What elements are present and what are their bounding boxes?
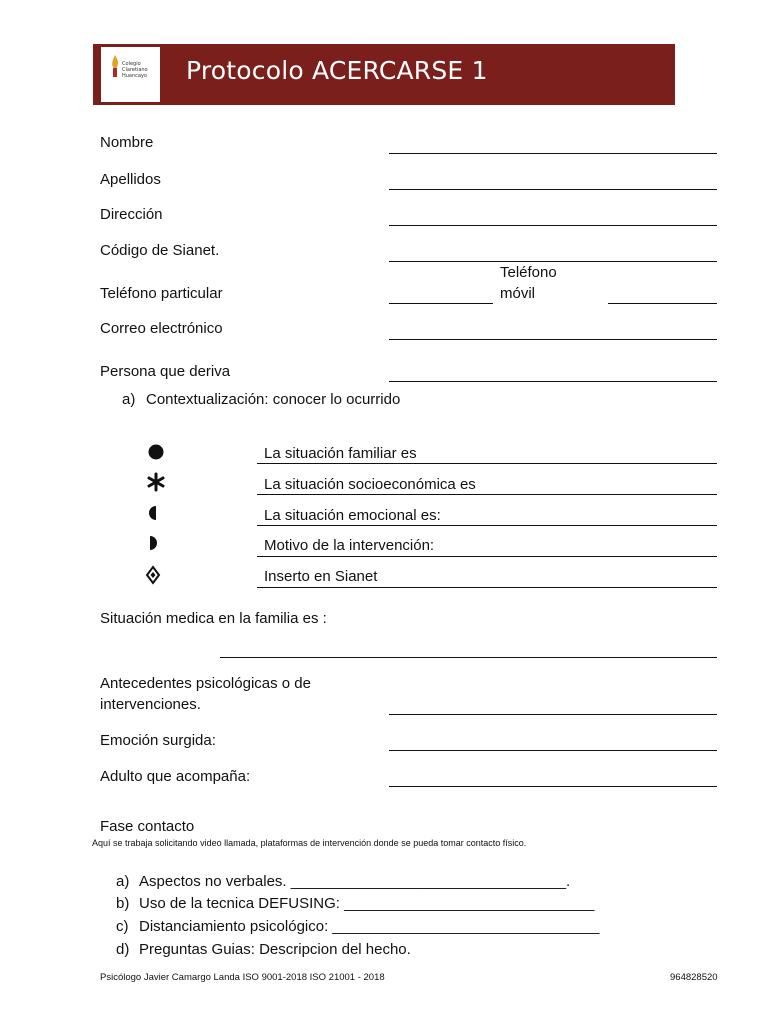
field-label-nombre: Nombre bbox=[100, 134, 154, 151]
field-label-adulto: Adulto que acompaña: bbox=[100, 768, 251, 785]
field-line-correo[interactable] bbox=[389, 339, 717, 340]
footer-credits: Psicólogo Javier Camargo Landa ISO 9001-2018 ISO 21001 - 2018 bbox=[100, 972, 385, 983]
field-line-nombre[interactable] bbox=[389, 153, 717, 154]
field-line-telefono-particular[interactable] bbox=[389, 303, 493, 304]
field-line-adulto[interactable] bbox=[389, 786, 717, 787]
field-label-apellidos: Apellidos bbox=[100, 171, 161, 188]
medical-label: Situación medica en la familia es : bbox=[100, 610, 327, 627]
contacto-marker-b: b) bbox=[116, 895, 130, 912]
contacto-item-b: Uso de la tecnica DEFUSING: ______________________________ bbox=[139, 895, 595, 912]
context-line-sianet[interactable] bbox=[257, 587, 717, 588]
field-line-apellidos[interactable] bbox=[389, 189, 717, 190]
field-line-codigo[interactable] bbox=[389, 261, 717, 262]
field-line-emocion[interactable] bbox=[389, 750, 717, 751]
contacto-item-d: Preguntas Guias: Descripcion del hecho. bbox=[139, 941, 411, 958]
field-label-telefono-movil-2: móvil bbox=[500, 285, 536, 302]
context-item-emocional: La situación emocional es: bbox=[264, 507, 441, 524]
field-label-telefono-movil-1: Teléfono bbox=[500, 264, 557, 281]
context-heading: Contextualización: conocer lo ocurrido bbox=[146, 391, 401, 408]
contacto-marker-c: c) bbox=[116, 918, 129, 935]
field-line-persona-deriva[interactable] bbox=[389, 381, 717, 382]
context-line-familiar[interactable] bbox=[257, 463, 717, 464]
field-label-antecedentes-2: intervenciones. bbox=[100, 696, 201, 713]
field-label-direccion: Dirección bbox=[100, 206, 163, 223]
left-half-circle-icon bbox=[146, 503, 166, 523]
contacto-marker-d: d) bbox=[116, 941, 130, 958]
context-item-motivo: Motivo de la intervención: bbox=[264, 537, 435, 554]
context-line-socioeconomica[interactable] bbox=[257, 494, 717, 495]
field-label-persona-deriva: Persona que deriva bbox=[100, 363, 231, 380]
flame-icon bbox=[110, 55, 120, 77]
field-line-telefono-movil[interactable] bbox=[608, 303, 717, 304]
context-item-sianet: Inserto en Sianet bbox=[264, 568, 378, 585]
contacto-item-c: Distanciamiento psicológico: ________________________________ bbox=[139, 918, 600, 935]
context-item-familiar: La situación familiar es bbox=[264, 445, 417, 462]
filled-circle-icon bbox=[146, 442, 166, 462]
contacto-marker-a: a) bbox=[116, 873, 130, 890]
field-line-antecedentes[interactable] bbox=[389, 714, 717, 715]
page-title: Protocolo ACERCARSE 1 bbox=[186, 56, 488, 85]
asterisk-icon bbox=[146, 472, 166, 492]
field-label-emocion: Emoción surgida: bbox=[100, 732, 216, 749]
logo-text: Colegio Claretiano Huancayo bbox=[122, 61, 148, 79]
right-half-circle-icon bbox=[146, 533, 166, 553]
school-logo bbox=[101, 47, 160, 102]
field-label-telefono-particular: Teléfono particular bbox=[100, 285, 223, 302]
field-label-codigo: Código de Sianet. bbox=[100, 242, 220, 259]
field-label-correo: Correo electrónico bbox=[100, 320, 223, 337]
medical-line[interactable] bbox=[220, 657, 717, 658]
contacto-item-a: Aspectos no verbales. _________________________________. bbox=[139, 873, 571, 890]
context-item-socioeconomica: La situación socioeconómica es bbox=[264, 476, 476, 493]
diamond-dot-icon bbox=[143, 565, 163, 585]
contacto-note: Aquí se trabaja solicitando video llamada, plataformas de intervención donde se pueda tomar contacto físico. bbox=[92, 838, 527, 848]
context-line-emocional[interactable] bbox=[257, 525, 717, 526]
context-line-motivo[interactable] bbox=[257, 556, 717, 557]
footer-phone: 964828520 bbox=[670, 972, 718, 983]
field-label-antecedentes-1: Antecedentes psicológicas o de bbox=[100, 675, 311, 692]
context-marker: a) bbox=[122, 391, 136, 408]
field-line-direccion[interactable] bbox=[389, 225, 717, 226]
contacto-title: Fase contacto bbox=[100, 818, 195, 835]
